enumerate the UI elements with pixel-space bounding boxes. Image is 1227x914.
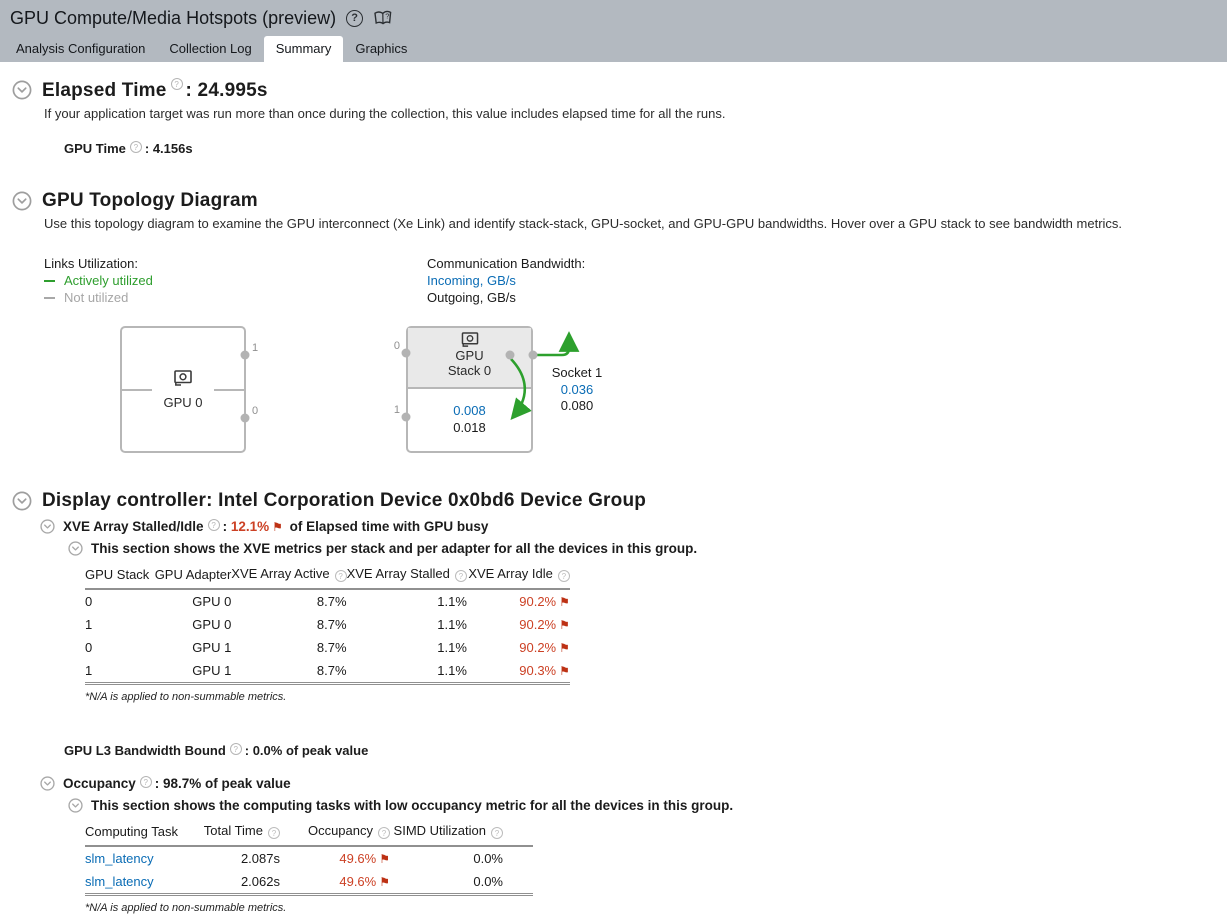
gpu0-label: GPU 0 — [163, 395, 203, 410]
cell-xve-stalled: 1.1% — [437, 640, 467, 655]
collapse-chevron-icon[interactable] — [12, 191, 32, 211]
xve-suffix: of Elapsed time with GPU busy — [289, 519, 489, 534]
gpu0-port-top-label: 1 — [252, 342, 259, 354]
cell-gpu-stack: 0 — [85, 640, 93, 655]
cell-total-time: 2.087s — [240, 851, 280, 866]
stack0-label-line1: GPU — [455, 348, 484, 363]
cell-xve-active: 8.7% — [316, 640, 347, 655]
title-bar — [0, 0, 1227, 36]
cell-gpu-adapter: GPU 0 — [192, 617, 232, 632]
xve-section-note: This section shows the XVE metrics per stack and per adapter for all the devices in this group. — [91, 541, 698, 556]
column-header-occupancy: Occupancy? — [280, 820, 390, 846]
table-row — [85, 659, 570, 684]
socket-bandwidth-block — [541, 365, 613, 415]
collapse-chevron-icon[interactable] — [68, 541, 83, 556]
links-utilization-title: Links Utilization: — [44, 256, 138, 271]
page-title: GPU Compute/Media Hotspots (preview) — [10, 7, 337, 28]
cell-xve-idle: 90.3%⚑ — [467, 659, 570, 684]
collapse-chevron-icon[interactable] — [12, 80, 32, 100]
column-header-gpu-stack: GPU Stack — [85, 563, 149, 589]
cell-xve-idle: 90.2%⚑ — [467, 636, 570, 659]
stack0-label-line2: Stack 0 — [447, 362, 492, 378]
occupancy-table — [85, 820, 533, 896]
elapsed-time-description: If your application target was run more than once during the collection, this value includes elapsed time for all the runs. — [44, 106, 726, 121]
table-row — [85, 613, 570, 636]
tab-graphics[interactable]: Graphics — [355, 41, 408, 56]
table-footnote: *N/A is applied to non-summable metrics. — [85, 902, 287, 914]
cell-gpu-stack: 1 — [85, 617, 93, 632]
device-group-title: Display controller: Intel Corporation Device 0x0bd6 Device Group — [42, 490, 647, 511]
gpu1-port-top-label: 0 — [393, 340, 400, 352]
collapse-chevron-icon[interactable] — [68, 798, 83, 813]
gpu-stack1[interactable] — [408, 391, 531, 451]
incoming-bandwidth-link[interactable]: Incoming, GB/s — [427, 273, 516, 288]
cell-xve-active: 8.7% — [316, 594, 347, 609]
l3-label: GPU L3 Bandwidth Bound — [64, 743, 226, 758]
cell-xve-stalled: 1.1% — [437, 617, 467, 632]
gpu-stack0[interactable] — [408, 328, 531, 389]
collapse-chevron-icon[interactable] — [40, 776, 55, 791]
tab-summary[interactable]: Summary — [264, 36, 344, 62]
stack-divider — [214, 389, 244, 391]
metric-help-icon[interactable] — [208, 519, 220, 531]
stack-incoming-value: 0.008 — [453, 403, 486, 418]
legend-not-utilized: Not utilized — [44, 289, 427, 306]
metric-help-icon[interactable] — [140, 776, 152, 788]
column-header-simd-utilization: SIMD Utilization? — [390, 820, 533, 846]
stack-divider — [122, 389, 152, 391]
metric-help-icon[interactable] — [268, 827, 280, 839]
column-header-xve-array-stalled: XVE Array Stalled? — [347, 563, 467, 589]
table-footnote: *N/A is applied to non-summable metrics. — [85, 691, 287, 703]
tab-bar — [0, 36, 1227, 62]
help-icon[interactable] — [346, 10, 363, 27]
cell-gpu-adapter: GPU 1 — [192, 640, 232, 655]
table-row — [85, 636, 570, 659]
stack-outgoing-value: 0.018 — [453, 420, 486, 435]
metric-help-icon[interactable] — [335, 570, 347, 582]
gpu-topology-diagram — [0, 326, 1227, 478]
xve-value: 12.1% — [230, 519, 270, 534]
cell-gpu-stack: 0 — [85, 594, 93, 609]
gpu1-port-bottom-label: 1 — [393, 404, 400, 416]
cell-gpu-adapter: GPU 0 — [192, 594, 232, 609]
active-link-dash-icon — [44, 280, 55, 282]
cell-simd-utilization: 0.0% — [390, 870, 533, 895]
xve-stalled-idle-line — [40, 519, 1227, 534]
gpu-card-icon — [459, 332, 481, 348]
topology-legend — [44, 255, 1227, 306]
topology-title: GPU Topology Diagram — [42, 190, 258, 211]
cell-total-time: 2.062s — [203, 870, 280, 895]
socket-label: Socket 1 — [551, 365, 603, 380]
l3-value: : 0.0% of peak value — [244, 743, 369, 758]
topology-description: Use this topology diagram to examine the GPU interconnect (Xe Link) and identify stack-stack, GPU-socket, and GPU-GPU bandwidths. Hover over a GPU stack to see bandwidth metrics. — [44, 216, 1123, 231]
metric-help-icon[interactable] — [558, 570, 570, 582]
xve-metrics-table — [85, 563, 570, 685]
metric-help-icon[interactable] — [171, 78, 183, 90]
cell-xve-stalled: 1.1% — [347, 659, 467, 684]
topology-section-header — [12, 190, 1227, 212]
table-row — [85, 589, 570, 613]
device-group-section-header — [12, 490, 1227, 512]
gpu-time-line — [64, 141, 1227, 156]
gpu-time-label: GPU Time — [64, 141, 126, 156]
colon: : — [222, 519, 228, 534]
occupancy-value: : 98.7% of peak value — [154, 776, 291, 791]
metric-help-icon[interactable] — [130, 141, 142, 153]
cell-xve-stalled: 1.1% — [437, 594, 467, 609]
cell-computing-task — [85, 846, 203, 870]
tab-collection-log[interactable]: Collection Log — [169, 41, 252, 56]
xve-section-note-line — [68, 541, 1227, 556]
occupancy-section-note: This section shows the computing tasks with low occupancy metric for all the devices in this group. — [91, 798, 734, 813]
cell-occupancy: 49.6%⚑ — [280, 870, 390, 895]
l3-bandwidth-line — [64, 743, 1227, 758]
cell-xve-active: 8.7% — [316, 617, 347, 632]
metric-help-icon[interactable] — [230, 743, 242, 755]
socket-link-arrow — [533, 335, 569, 355]
user-guide-icon[interactable] — [373, 9, 393, 27]
occupancy-label: Occupancy — [63, 776, 136, 791]
flag-icon — [556, 663, 570, 678]
svg-text:?: ? — [385, 11, 390, 21]
xve-label: XVE Array Stalled/Idle — [63, 519, 204, 534]
flag-icon — [556, 594, 570, 609]
outgoing-bandwidth-label: Outgoing, GB/s — [427, 290, 516, 305]
elapsed-time-section-header — [12, 78, 1227, 102]
cell-computing-task — [85, 870, 203, 895]
gpu0-port-bottom-label: 0 — [252, 405, 259, 417]
socket-outgoing-value: 0.080 — [560, 398, 594, 413]
cell-occupancy: 49.6%⚑ — [280, 846, 390, 870]
cell-simd-utilization: 0.0% — [473, 851, 503, 866]
cell-xve-idle: 90.2%⚑ — [467, 589, 570, 613]
computing-task-link[interactable]: slm_latency — [85, 874, 154, 889]
computing-task-link[interactable]: slm_latency — [85, 851, 154, 866]
flag-icon — [376, 874, 390, 889]
column-header-total-time: Total Time? — [203, 820, 280, 846]
table-row — [85, 846, 533, 870]
flag-icon — [376, 851, 390, 866]
flag-icon — [556, 617, 570, 632]
occupancy-line — [40, 776, 1227, 791]
cell-gpu-stack: 1 — [85, 659, 149, 684]
inactive-link-dash-icon — [44, 297, 55, 299]
table-header-row — [85, 563, 570, 589]
metric-help-icon[interactable] — [491, 827, 503, 839]
gpu-card-icon — [172, 370, 194, 390]
gpu1-box — [406, 326, 533, 453]
flag-icon — [556, 640, 570, 655]
elapsed-time-value: : 24.995s — [185, 80, 268, 101]
table-header-row — [85, 820, 533, 846]
cell-xve-active: 8.7% — [231, 659, 346, 684]
legend-actively-utilized: Actively utilized — [44, 272, 427, 289]
metric-help-icon[interactable] — [455, 570, 467, 582]
occupancy-section-note-line — [68, 798, 1227, 813]
tab-analysis-configuration[interactable]: Analysis Configuration — [16, 41, 146, 56]
gpu0-box[interactable] — [120, 326, 246, 453]
column-header-gpu-adapter: GPU Adapter — [149, 563, 231, 589]
column-header-computing-task: Computing Task — [85, 820, 203, 846]
column-header-xve-array-active: XVE Array Active? — [231, 563, 346, 589]
table-row — [85, 870, 533, 895]
column-header-xve-array-idle: XVE Array Idle? — [467, 563, 570, 589]
socket-incoming-value: 0.036 — [560, 381, 594, 397]
cell-xve-idle: 90.2%⚑ — [467, 613, 570, 636]
collapse-chevron-icon[interactable] — [40, 519, 55, 534]
metric-help-icon[interactable] — [378, 827, 390, 839]
collapse-chevron-icon[interactable] — [12, 491, 32, 511]
gpu-time-value: : 4.156s — [144, 141, 193, 156]
elapsed-time-label: Elapsed Time — [42, 80, 167, 101]
flag-icon — [269, 519, 283, 534]
communication-bandwidth-title: Communication Bandwidth: — [427, 256, 586, 271]
cell-gpu-adapter: GPU 1 — [149, 659, 231, 684]
